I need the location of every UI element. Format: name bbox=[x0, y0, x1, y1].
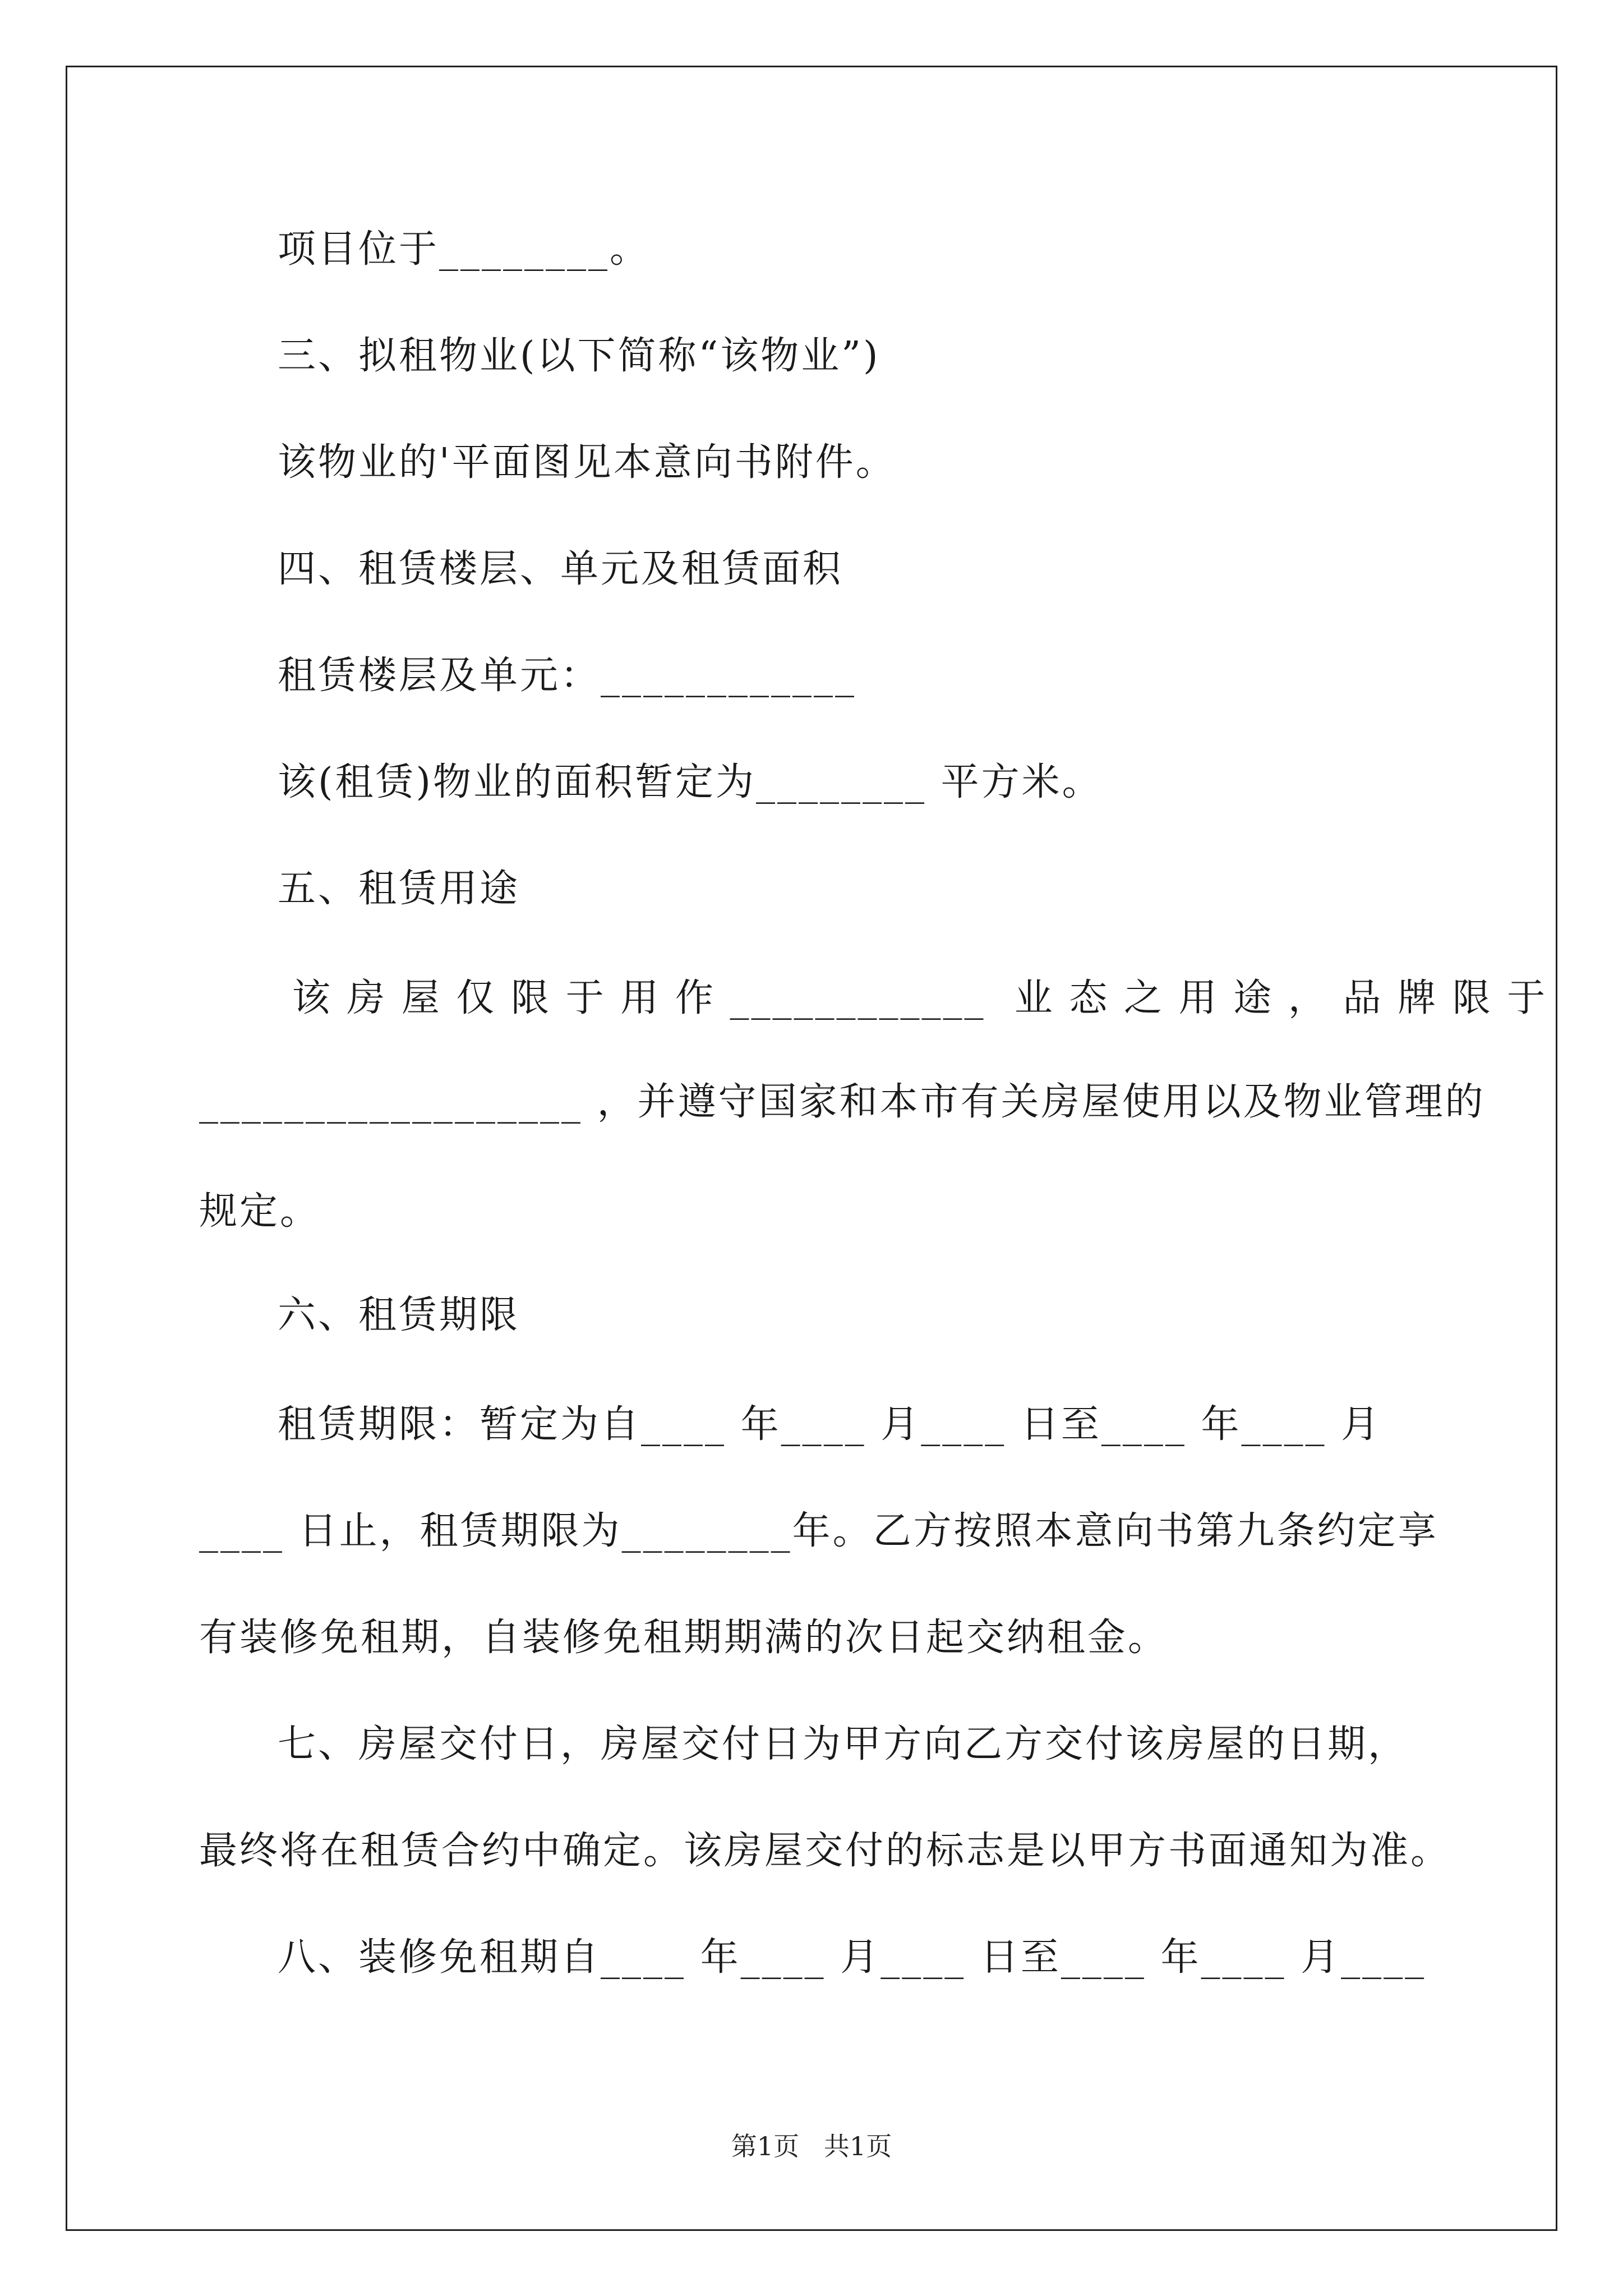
text-line-13: ____ 日止，租赁期限为________年。乙方按照本意向书第九条约定享 bbox=[199, 1509, 1438, 1553]
page-border bbox=[66, 66, 1557, 2231]
section-8-line: 八、装修免租期自____ 年____ 月____ 日至____ 年____ 月____ bbox=[278, 1935, 1427, 1980]
text-line-16: 最终将在租赁合约中确定。该房屋交付的标志是以甲方书面通知为准。 bbox=[199, 1829, 1451, 1873]
text-line-14: 有装修免租期，自装修免租期期满的次日起交纳租金。 bbox=[199, 1616, 1169, 1660]
text-line-9: __________________ ，并遵守国家和本市有关房屋使用以及物业管理的 bbox=[199, 1080, 1486, 1124]
section-4-heading: 四、租赁楼层、单元及租赁面积 bbox=[278, 547, 843, 591]
text-line-10: 规定。 bbox=[199, 1189, 321, 1234]
text-line-6: 该(租赁)物业的面积暂定为________ 平方米。 bbox=[278, 760, 1103, 804]
page-footer: 第1页 共1页 bbox=[731, 2131, 892, 2161]
text-line-3: 该物业的'平面图见本意向书附件。 bbox=[278, 440, 896, 485]
text-line-8: 该 房 屋 仅 限 于 用 作 ____________ 业 态 之 用 途 ， 品 牌 限 于 bbox=[278, 976, 1548, 1020]
section-7-heading: 七、房屋交付日，房屋交付日为甲方向乙方交付该房屋的日期， bbox=[278, 1722, 1409, 1766]
text-line-1: 项目位于________。 bbox=[278, 227, 651, 272]
text-line-5: 租赁楼层及单元：____________ bbox=[278, 654, 857, 698]
section-3-heading: 三、拟租物业(以下简称“该物业”) bbox=[278, 334, 880, 378]
section-5-heading: 五、租赁用途 bbox=[278, 867, 520, 911]
section-6-heading: 六、租赁期限 bbox=[278, 1293, 520, 1337]
text-line-12: 租赁期限：暂定为自____ 年____ 月____ 日至____ 年____ 月 bbox=[278, 1402, 1382, 1447]
